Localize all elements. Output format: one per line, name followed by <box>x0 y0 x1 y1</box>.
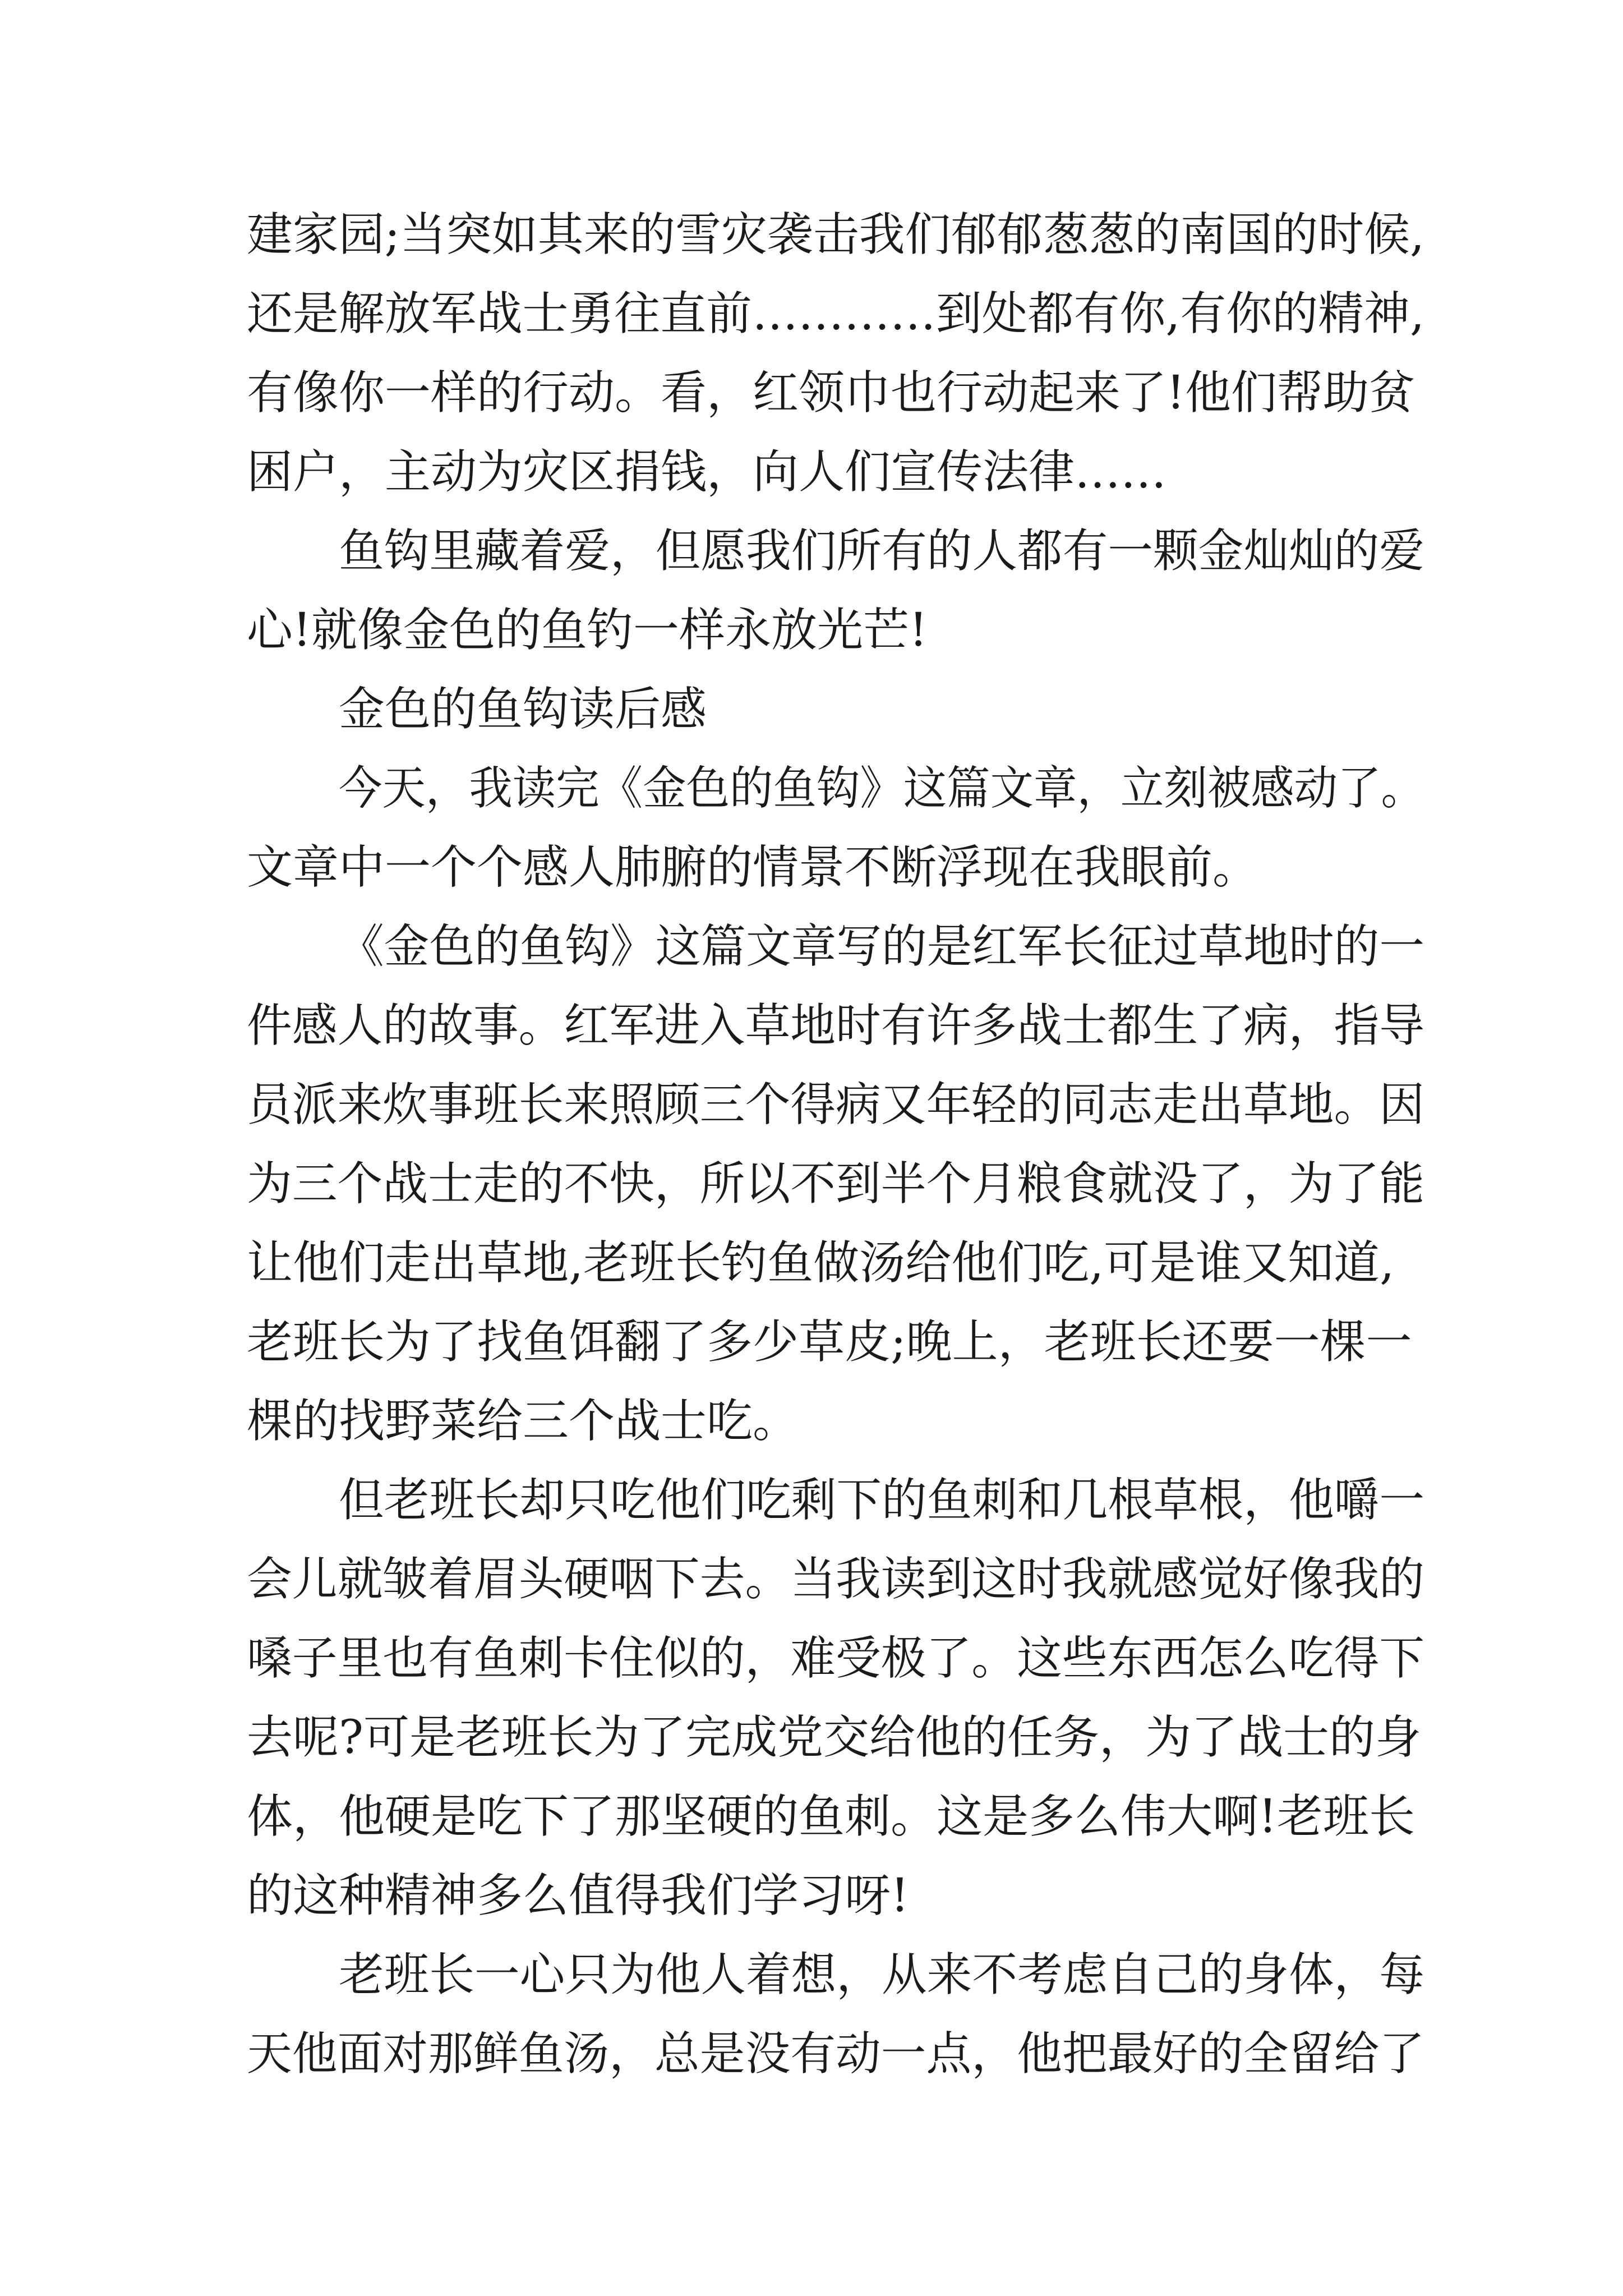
text-line: 会儿就皱着眉头硬咽下去。当我读到这时我就感觉好像我的 <box>247 1553 1424 1606</box>
text-line: 文章中一个个感人肺腑的情景不断浮现在我眼前。 <box>247 841 1259 894</box>
text-line: 建家园;当突如其来的雪灾袭击我们郁郁葱葱的南国的时候, <box>247 208 1424 261</box>
text-line: 让他们走出草地,老班长钓鱼做汤给他们吃,可是谁又知道, <box>247 1236 1395 1290</box>
text-line: 的这种精神多么值得我们学习呀! <box>247 1869 909 1922</box>
text-line: 鱼钩里藏着爱，但愿我们所有的人都有一颗金灿灿的爱 <box>339 524 1424 578</box>
text-line: 为三个战士走的不快，所以不到半个月粮食就没了，为了能 <box>247 1157 1424 1211</box>
text-line: 老班长为了找鱼饵翻了多少草皮;晚上，老班长还要一棵一 <box>247 1315 1412 1369</box>
text-line: 金色的鱼钩读后感 <box>339 683 707 736</box>
text-line: 困户，主动为灾区捐钱，向人们宣传法律…… <box>247 445 1167 499</box>
text-line: 有像你一样的行动。看，红领巾也行动起来了!他们帮助贫 <box>247 366 1415 420</box>
text-line: 老班长一心只为他人着想，从来不考虑自己的身体，每 <box>339 1948 1424 2001</box>
text-line: 天他面对那鲜鱼汤，总是没有动一点，他把最好的全留给了 <box>247 2027 1424 2081</box>
text-line: 但老班长却只吃他们吃剩下的鱼刺和几根草根，他嚼一 <box>339 1474 1424 1527</box>
text-line: 还是解放军战士勇往直前…………到处都有你,有你的精神, <box>247 287 1424 341</box>
text-line: 去呢?可是老班长为了完成党交给他的任务，为了战士的身 <box>247 1711 1421 1764</box>
text-line: 棵的找野菜给三个战士吃。 <box>247 1395 799 1448</box>
text-line: 员派来炊事班长来照顾三个得病又年轻的同志走出草地。因 <box>247 1078 1424 1131</box>
text-line: 今天，我读完《金色的鱼钩》这篇文章，立刻被感动了。 <box>339 762 1424 815</box>
text-line: 件感人的故事。红军进入草地时有许多战士都生了病，指导 <box>247 999 1424 1052</box>
text-line: 心!就像金色的鱼钓一样永放光芒! <box>247 604 928 657</box>
text-line: 《金色的鱼钩》这篇文章写的是红军长征过草地时的一 <box>339 920 1424 973</box>
text-line: 体，他硬是吃下了那坚硬的鱼刺。这是多么伟大啊!老班长 <box>247 1790 1415 1843</box>
text-line: 嗓子里也有鱼刺卡住似的，难受极了。这些东西怎么吃得下 <box>247 1632 1424 1685</box>
document-body <box>247 195 1424 2093</box>
